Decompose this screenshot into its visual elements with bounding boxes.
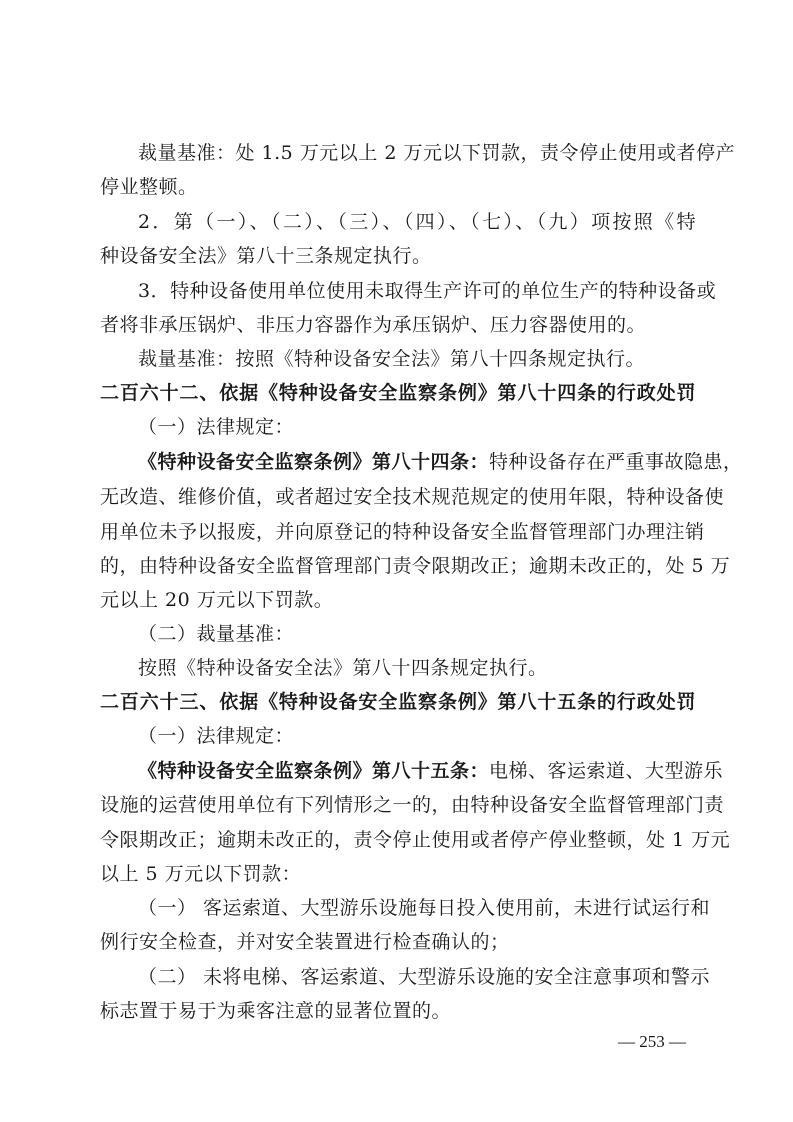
text-line: 标志置于易于为乘客注意的显著位置的。	[100, 1000, 452, 1022]
page-number: — 253 —	[618, 1032, 686, 1051]
text-line: 令限期改正；逾期未改正的，责令停止使用或者停产停业整顿，处 1 万元	[100, 829, 731, 851]
section-heading: 二百六十三、依据《特种设备安全监察条例》第八十五条的行政处罚	[100, 691, 696, 713]
text-line: （二） 未将电梯、客运索道、大型游乐设施的安全注意事项和警示	[138, 966, 711, 988]
text-line	[138, 445, 743, 479]
section-heading: 二百六十二、依据《特种设备安全监察条例》第八十四条的行政处罚	[100, 382, 696, 404]
text-line: 用单位未予以报废，并向原登记的特种设备安全监督管理部门办理注销	[100, 521, 705, 543]
text-line: 停业整顿。	[100, 176, 198, 198]
subsection-heading: （一）法律规定：	[138, 725, 295, 747]
text-line: （一） 客运索道、大型游乐设施每日投入使用前，未进行试运行和	[138, 897, 711, 919]
text-line	[138, 754, 724, 788]
subsection-heading: （一）法律规定：	[138, 416, 295, 438]
text-line: 以上 5 万元以下罚款：	[100, 863, 302, 885]
text-line: 按照《特种设备安全法》第八十四条规定执行。	[138, 657, 548, 679]
text-line: 设施的运营使用单位有下列情形之一的，由特种设备安全监督管理部门责	[100, 794, 725, 816]
text-line: 2．第（一）、（二）、（三）、（四）、（七）、（九）项按照《特	[138, 211, 696, 233]
text-fragment: 电梯、客运索道、大型游乐	[489, 760, 724, 782]
text-line: 的，由特种设备安全监督管理部门责令限期改正；逾期未改正的，处 5 万	[100, 555, 731, 577]
text-line: 种设备安全法》第八十三条规定执行。	[100, 245, 432, 267]
statute-citation: 《特种设备安全监察条例》第八十四条：	[138, 451, 490, 473]
text-fragment: 特种设备存在严重事故隐患，	[489, 451, 743, 473]
text-line: 例行安全检查，并对安全装置进行检查确认的；	[100, 931, 510, 953]
text-line: 无改造、维修价值，或者超过安全技术规范规定的使用年限，特种设备使	[100, 486, 725, 508]
text-line: 3．特种设备使用单位使用未取得生产许可的单位生产的特种设备或	[138, 280, 717, 302]
statute-citation: 《特种设备安全监察条例》第八十五条：	[138, 760, 490, 782]
text-line: 裁量基准：处 1.5 万元以上 2 万元以下罚款，责令停止使用或者停产	[138, 142, 735, 164]
subsection-heading: （二）裁量基准：	[138, 623, 295, 645]
text-line: 裁量基准：按照《特种设备安全法》第八十四条规定执行。	[138, 348, 646, 370]
text-line: 者将非承压锅炉、非压力容器作为承压锅炉、压力容器使用的。	[100, 314, 647, 336]
text-line: 元以上 20 万元以下罚款。	[100, 589, 334, 611]
